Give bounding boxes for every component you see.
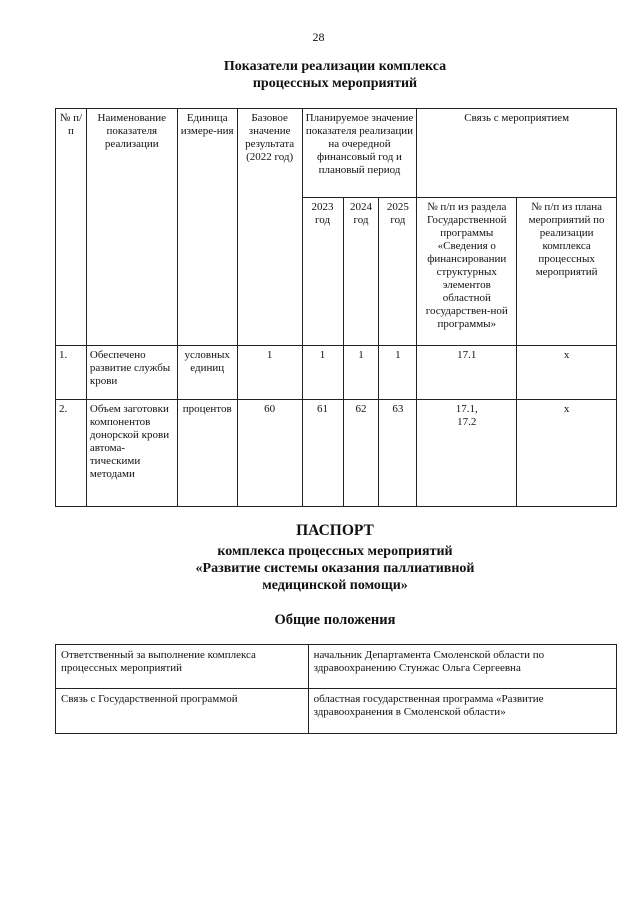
general-table xyxy=(55,644,617,734)
row-gp: 17.1 xyxy=(417,346,517,400)
header-link-gp: № п/п из раздела Государственной программы «Сведения о финансировании структурных элементов областной государствен-ной программы» xyxy=(417,198,517,346)
passport-subtitle-line-1: комплекса процессных мероприятий xyxy=(217,544,453,559)
header-link: Связь с мероприятием xyxy=(417,109,617,198)
row-gp: 17.1, 17.2 xyxy=(417,400,517,507)
header-name: Наименование показателя реализации xyxy=(86,109,177,346)
row-2024: 62 xyxy=(343,400,379,507)
header-link-plan: № п/п из плана мероприятий по реализации комплекса процессных мероприятий xyxy=(517,198,617,346)
row-num: 2. xyxy=(56,400,87,507)
indicators-table xyxy=(55,108,617,507)
passport-subtitle-line-2: «Развитие системы оказания паллиативной xyxy=(195,561,475,576)
row-unit: условных единиц xyxy=(177,346,237,400)
row-2023: 1 xyxy=(302,346,343,400)
table-row xyxy=(56,400,617,507)
indicators-title-line-1: Показатели реализации комплекса xyxy=(223,59,447,74)
page-number: 28 xyxy=(312,30,325,44)
row-plan: x xyxy=(517,346,617,400)
indicators-title xyxy=(0,58,637,92)
passport-subtitle xyxy=(0,543,637,594)
header-2025: 2025 год xyxy=(379,198,417,346)
table-row xyxy=(56,645,617,689)
header-planned: Планируемое значение показателя реализации на очередной финансовый год и плановый период xyxy=(302,109,417,198)
row-2025: 63 xyxy=(379,400,417,507)
header-2024: 2024 год xyxy=(343,198,379,346)
row-name: Объем заготовки компонентов донорской крови автома-тическими методами xyxy=(86,400,177,507)
table-row xyxy=(56,346,617,400)
general-value: начальник Департамента Смоленской области по здравоохранению Стунжас Ольга Сергеевна xyxy=(308,645,616,689)
general-heading: Общие положения xyxy=(274,612,396,628)
row-plan: x xyxy=(517,400,617,507)
header-2023: 2023 год xyxy=(302,198,343,346)
passport-subtitle-line-3: медицинской помощи» xyxy=(262,578,408,593)
row-base: 1 xyxy=(237,346,302,400)
header-unit: Единица измере-ния xyxy=(177,109,237,346)
general-label: Ответственный за выполнение комплекса процессных мероприятий xyxy=(56,645,309,689)
row-2024: 1 xyxy=(343,346,379,400)
row-base: 60 xyxy=(237,400,302,507)
header-num: № п/п xyxy=(56,109,87,346)
row-2023: 61 xyxy=(302,400,343,507)
header-base: Базовое значение результата (2022 год) xyxy=(237,109,302,346)
table-row xyxy=(56,689,617,734)
row-2025: 1 xyxy=(379,346,417,400)
row-name: Обеспечено развитие службы крови xyxy=(86,346,177,400)
indicators-title-line-2: процессных мероприятий xyxy=(252,76,418,91)
row-num: 1. xyxy=(56,346,87,400)
general-value: областная государственная программа «Развитие здравоохранения в Смоленской области» xyxy=(308,689,616,734)
passport-heading: ПАСПОРТ xyxy=(296,522,374,539)
row-unit: процентов xyxy=(177,400,237,507)
general-label: Связь с Государственной программой xyxy=(56,689,309,734)
